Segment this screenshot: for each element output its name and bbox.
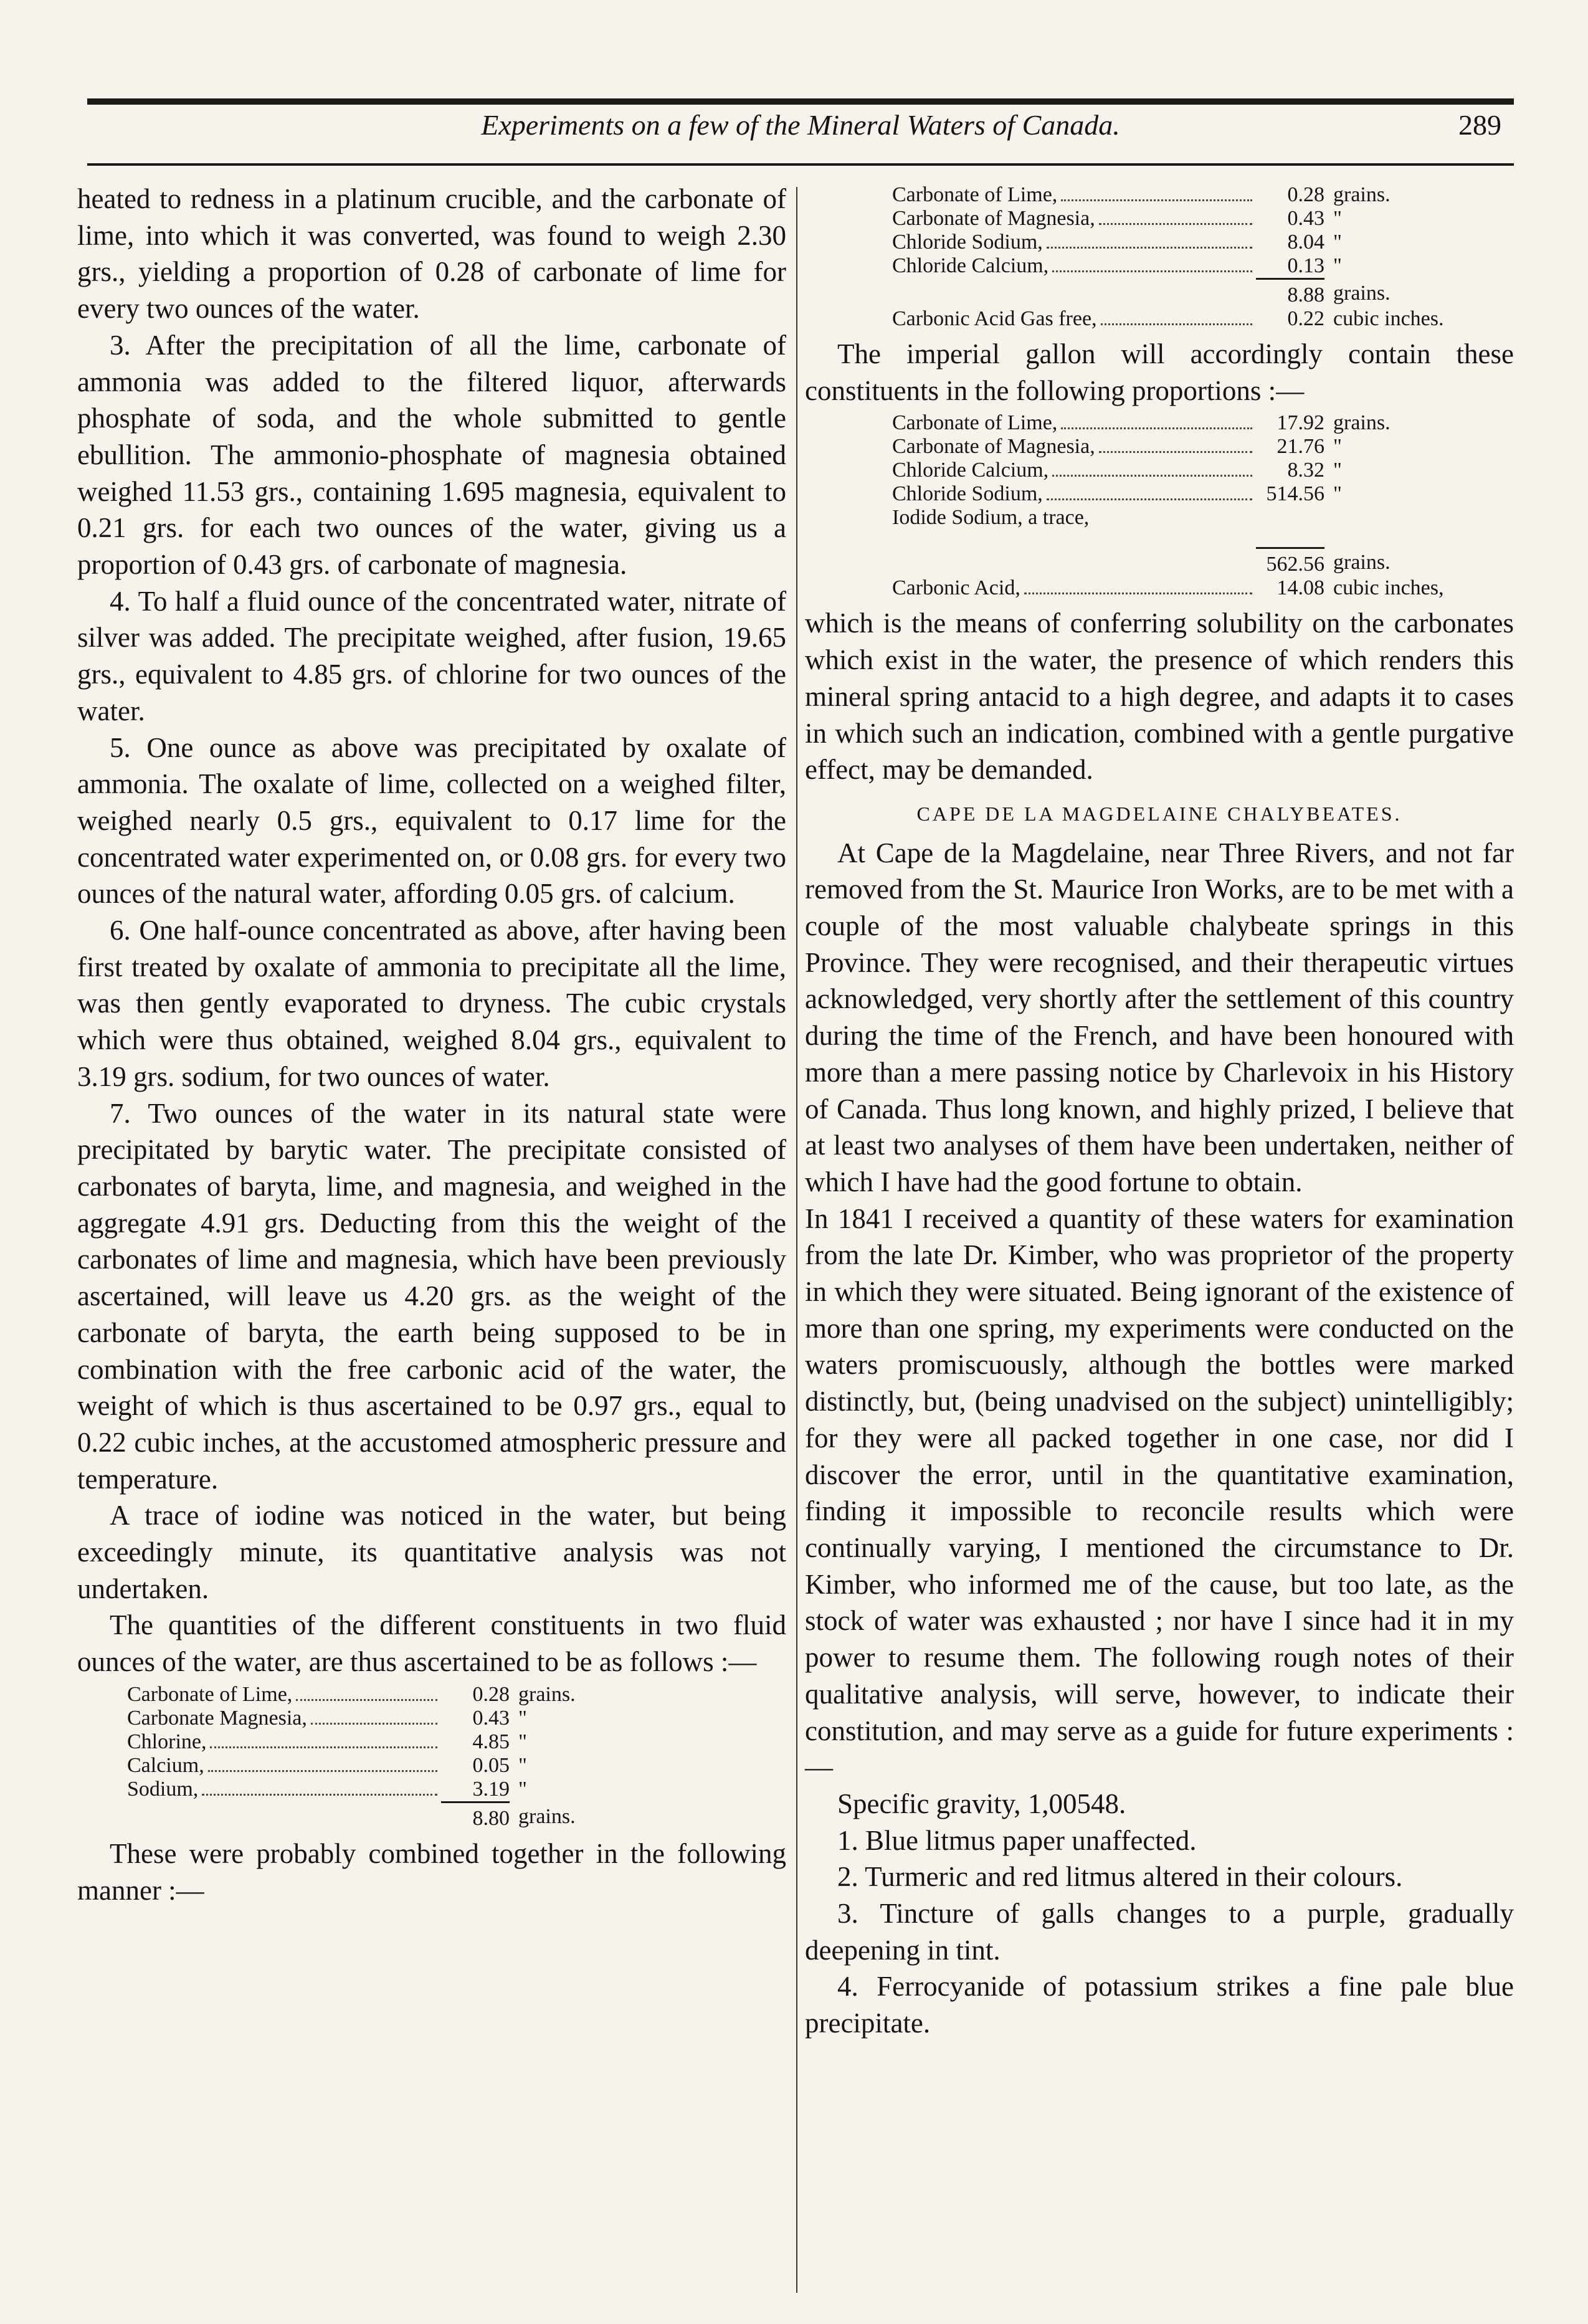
table-cell-unit: " bbox=[518, 1706, 527, 1730]
table-cell-value: 0.28 bbox=[1287, 183, 1324, 206]
paragraph: 3. After the precipitation of all the lime, carbonate of ammonia was added to the filtered liquor, afterwards phosphate of soda, and the whole submitted to gentle ebullition. The ammonio-phosphate of magnesia obtained weighed 11.53 grs., containing 1.695 magnesia, equivalent to 0.21 grs. for each two ounces of the water, giving us a proportion of 0.43 grs. of carbonate of magnesia. bbox=[77, 329, 786, 581]
table-row bbox=[127, 1707, 649, 1730]
table-cell-value: 3.19 bbox=[472, 1777, 510, 1801]
dot-leader bbox=[1047, 247, 1252, 249]
table-cell-unit: " bbox=[518, 1730, 527, 1753]
paragraph: The quantities of the different constituents in two fluid ounces of the water, are thus ascertained to be as follows :— bbox=[77, 1609, 786, 1678]
table-cell-unit: grains. bbox=[518, 1682, 576, 1706]
table-cell-name: Carbonate of Magnesia, bbox=[892, 435, 1095, 459]
dot-leader bbox=[1052, 475, 1252, 477]
table-row bbox=[127, 1778, 649, 1801]
table-cell-unit: " bbox=[518, 1753, 527, 1777]
table-cell-unit: " bbox=[1333, 254, 1342, 277]
table-row bbox=[892, 183, 1464, 207]
paragraph: In 1841 I received a quantity of these waters for examination from the late Dr. Kimber, who was proprietor of the property in which they were situated. Being ignorant of the existence of more than one spring, my experiments were conducted on the waters promiscuously, although the bottles were marked distinctly, but, (being unadvised on the subject) unintelligibly; for they were all packed together in one case, nor did I discover the error, until in the quantitative examination, finding it impossible to reconcile results which were continually varying, I mentioned the circumstance to Dr. Kimber, who informed me of the cause, but too late, as the stock of water was exhausted ; nor have I since had it in my power to resume them. The following rough notes of their qualitative analysis, will serve, however, to indicate their constitution, and may serve as a guide for future experiments :— bbox=[805, 1202, 1514, 1783]
table-cell-name: Sodium, bbox=[127, 1777, 199, 1801]
column-divider bbox=[796, 187, 797, 2293]
table-cell-value: 0.43 bbox=[1287, 207, 1324, 230]
table-cell-name: Carbonate of Magnesia, bbox=[892, 207, 1095, 230]
table-cell-value: 17.92 bbox=[1277, 411, 1324, 435]
table-cell-value: 0.43 bbox=[472, 1706, 510, 1730]
table-cell-name: Chloride Calcium, bbox=[892, 254, 1049, 277]
table-cell-name: Chloride Sodium, bbox=[892, 482, 1043, 506]
left-column bbox=[77, 181, 786, 1908]
paragraph: At Cape de la Magdelaine, near Three Rivers, and not far removed from the St. Maurice Iron Works, are to be met with a couple of the most valuable chalybeate springs in this Province. They were recognised, and their therapeutic virtues acknowledged, very shortly after the settlement of this country during the time of the French, and have been honoured with more than a mere passing notice by Charlevoix in his History of Canada. Thus long known, and highly prized, I believe that at least two analyses of them have been undertaken, neither of which I have had the good fortune to obtain. bbox=[805, 837, 1514, 1198]
constituents-table-two-ounces bbox=[127, 1683, 649, 1831]
table-cell-name: Carbonic Acid, bbox=[892, 576, 1020, 600]
dot-leader bbox=[311, 1723, 437, 1725]
table-cell-unit: " bbox=[1333, 231, 1342, 254]
table-cell-value: 8.32 bbox=[1287, 459, 1324, 482]
dot-leader bbox=[1099, 451, 1252, 453]
dot-leader bbox=[208, 1770, 437, 1772]
paragraph: A trace of iodine was noticed in the water, but being exceedingly minute, its quantitative analysis was not undertaken. bbox=[77, 1500, 786, 1604]
table-row bbox=[127, 1754, 649, 1778]
paragraph: 6. One half-ounce concentrated as above, after having been first treated by oxalate of ammonia to precipitate all the lime, was then gently evaporated to dryness. The cubic crystals which were thus obtained, weighed 8.04 grs., equivalent to 3.19 grs. sodium, for two ounces of water. bbox=[77, 915, 786, 1092]
dot-leader bbox=[1061, 199, 1252, 201]
table-total-row bbox=[892, 278, 1464, 307]
table-cell-name: Chloride Sodium, bbox=[892, 231, 1043, 254]
table-total-unit: grains. bbox=[518, 1804, 576, 1828]
dot-leader bbox=[296, 1699, 437, 1701]
table-total-row bbox=[127, 1801, 649, 1831]
table-row bbox=[892, 411, 1464, 435]
paragraph: heated to redness in a platinum crucible, and the carbonate of lime, into which it was converted, was found to weigh 2.30 grs., yielding a proportion of 0.28 of carbonate of lime for every two ounces of the water. bbox=[77, 183, 786, 325]
dot-leader bbox=[1101, 323, 1252, 325]
table-cell-name: Carbonate of Lime, bbox=[127, 1682, 293, 1706]
running-title: Experiments on a few of the Mineral Waters of Canada. bbox=[481, 109, 1120, 141]
table-cell-name: Carbonate of Lime, bbox=[892, 183, 1058, 206]
table-cell-value: 4.85 bbox=[472, 1730, 510, 1753]
table-cell-unit: grains. bbox=[1333, 411, 1391, 435]
paragraph: 5. One ounce as above was precipitated by oxalate of ammonia. The oxalate of lime, collected on a weighed filter, weighed nearly 0.5 grs., equivalent to 0.17 lime for the concentrated water experimented on, or 0.08 grs. for every two ounces of the natural water, affording 0.05 grs. of calcium. bbox=[77, 731, 786, 910]
paragraph: 3. Tincture of galls changes to a purple, gradually deepening in tint. bbox=[805, 1898, 1514, 1966]
table-cell-value: 0.13 bbox=[1287, 254, 1324, 277]
table-row bbox=[892, 254, 1464, 278]
running-header bbox=[87, 106, 1514, 150]
paragraph: These were probably combined together in the following manner :— bbox=[77, 1837, 786, 1906]
table-cell-unit: " bbox=[1333, 207, 1342, 230]
paragraph: 4. Ferrocyanide of potassium strikes a fine pale blue precipitate. bbox=[805, 1971, 1514, 2039]
table-row bbox=[892, 435, 1464, 459]
dot-leader bbox=[1061, 427, 1252, 429]
table-row bbox=[892, 231, 1464, 254]
dot-leader bbox=[1047, 498, 1252, 500]
table-row bbox=[892, 576, 1464, 600]
dot-leader bbox=[1052, 270, 1252, 272]
table-total-value: 562.56 bbox=[1256, 547, 1324, 576]
table-cell-name: Calcium, bbox=[127, 1753, 204, 1777]
paragraph: 4. To half a fluid ounce of the concentrated water, nitrate of silver was added. The precipitate weighed, after fusion, 19.65 grs., equivalent to 4.85 grs. of chlorine for two ounces of the water. bbox=[77, 585, 786, 726]
dot-leader bbox=[1099, 223, 1252, 225]
table-cell-unit: " bbox=[1333, 482, 1342, 506]
table-cell-unit: " bbox=[518, 1777, 527, 1801]
table-cell-name: Carbonate Magnesia, bbox=[127, 1706, 307, 1730]
combined-constituents-table bbox=[892, 183, 1464, 331]
table-row bbox=[127, 1683, 649, 1707]
paragraph: Specific gravity, 1,00548. bbox=[837, 1788, 1126, 1819]
paragraph: 1. Blue litmus paper unaffected. bbox=[837, 1824, 1197, 1856]
table-cell-value: 0.22 bbox=[1287, 307, 1324, 330]
top-border-rule bbox=[87, 98, 1514, 105]
table-total-unit: grains. bbox=[1333, 551, 1391, 574]
right-column bbox=[805, 181, 1514, 2042]
table-cell-value: 0.28 bbox=[472, 1682, 510, 1706]
table-cell-name: Carbonate of Lime, bbox=[892, 411, 1058, 435]
dot-leader bbox=[210, 1746, 437, 1748]
table-cell-value: 14.08 bbox=[1277, 576, 1324, 600]
table-total-value: 8.88 bbox=[1256, 278, 1324, 307]
dot-leader bbox=[202, 1794, 437, 1796]
table-cell-name: Chloride Calcium, bbox=[892, 459, 1049, 482]
table-cell-unit: " bbox=[1333, 459, 1342, 482]
paragraph: which is the means of conferring solubility on the carbonates which exist in the water, the presence of which renders this mineral spring antacid to a high degree, and adapts it to cases in which such an indication, combined with a gentle purgative effect, may be demanded. bbox=[805, 607, 1514, 786]
table-row bbox=[892, 482, 1464, 506]
paragraph: 2. Turmeric and red litmus altered in their colours. bbox=[837, 1861, 1403, 1893]
paragraph: 7. Two ounces of the water in its natural state were precipitated by barytic water. The precipitate consisted of carbonates of baryta, lime, and magnesia, and weighed in the aggregate 4.91 grs. Deducting from this the weight of the carbonates of lime and magnesia, which have been previously ascertained, will leave us 4.20 grs. as the weight of the carbonate of baryta, the earth being supposed to be in combination with the free carbonic acid of the water, the weight of which is thus ascertained to be 0.97 grs., equal to 0.22 cubic inches, at the accustomed atmospheric pressure and temperature. bbox=[77, 1097, 786, 1495]
table-cell-name: Iodide Sodium, a trace, bbox=[892, 506, 1090, 530]
table-row bbox=[892, 207, 1464, 231]
table-total-unit: grains. bbox=[1333, 282, 1391, 305]
table-total-row bbox=[892, 547, 1464, 576]
table-cell-value: 514.56 bbox=[1266, 482, 1324, 506]
table-cell-value: 0.05 bbox=[472, 1753, 510, 1777]
table-cell-name: Carbonic Acid Gas free, bbox=[892, 307, 1097, 330]
table-cell-value: 8.04 bbox=[1287, 231, 1324, 254]
table-row bbox=[127, 1730, 649, 1754]
table-cell-name: Chlorine, bbox=[127, 1730, 207, 1753]
table-total-value: 8.80 bbox=[441, 1801, 510, 1831]
page-number: 289 bbox=[1458, 109, 1501, 141]
dot-leader bbox=[1024, 593, 1252, 594]
table-row bbox=[892, 459, 1464, 482]
header-rule bbox=[87, 163, 1514, 166]
table-cell-value: 21.76 bbox=[1277, 435, 1324, 459]
table-cell-unit: grains. bbox=[1333, 183, 1391, 206]
table-cell-unit: cubic inches, bbox=[1333, 576, 1444, 600]
paragraph: The imperial gallon will accordingly contain these constituents in the following proportions :— bbox=[805, 338, 1514, 406]
table-row bbox=[892, 307, 1464, 331]
section-heading: CAPE DE LA MAGDELAINE CHALYBEATES. bbox=[916, 802, 1402, 825]
table-cell-unit: " bbox=[1333, 435, 1342, 459]
table-row bbox=[892, 506, 1464, 530]
imperial-gallon-table bbox=[892, 411, 1464, 600]
table-cell-unit: cubic inches. bbox=[1333, 307, 1444, 330]
